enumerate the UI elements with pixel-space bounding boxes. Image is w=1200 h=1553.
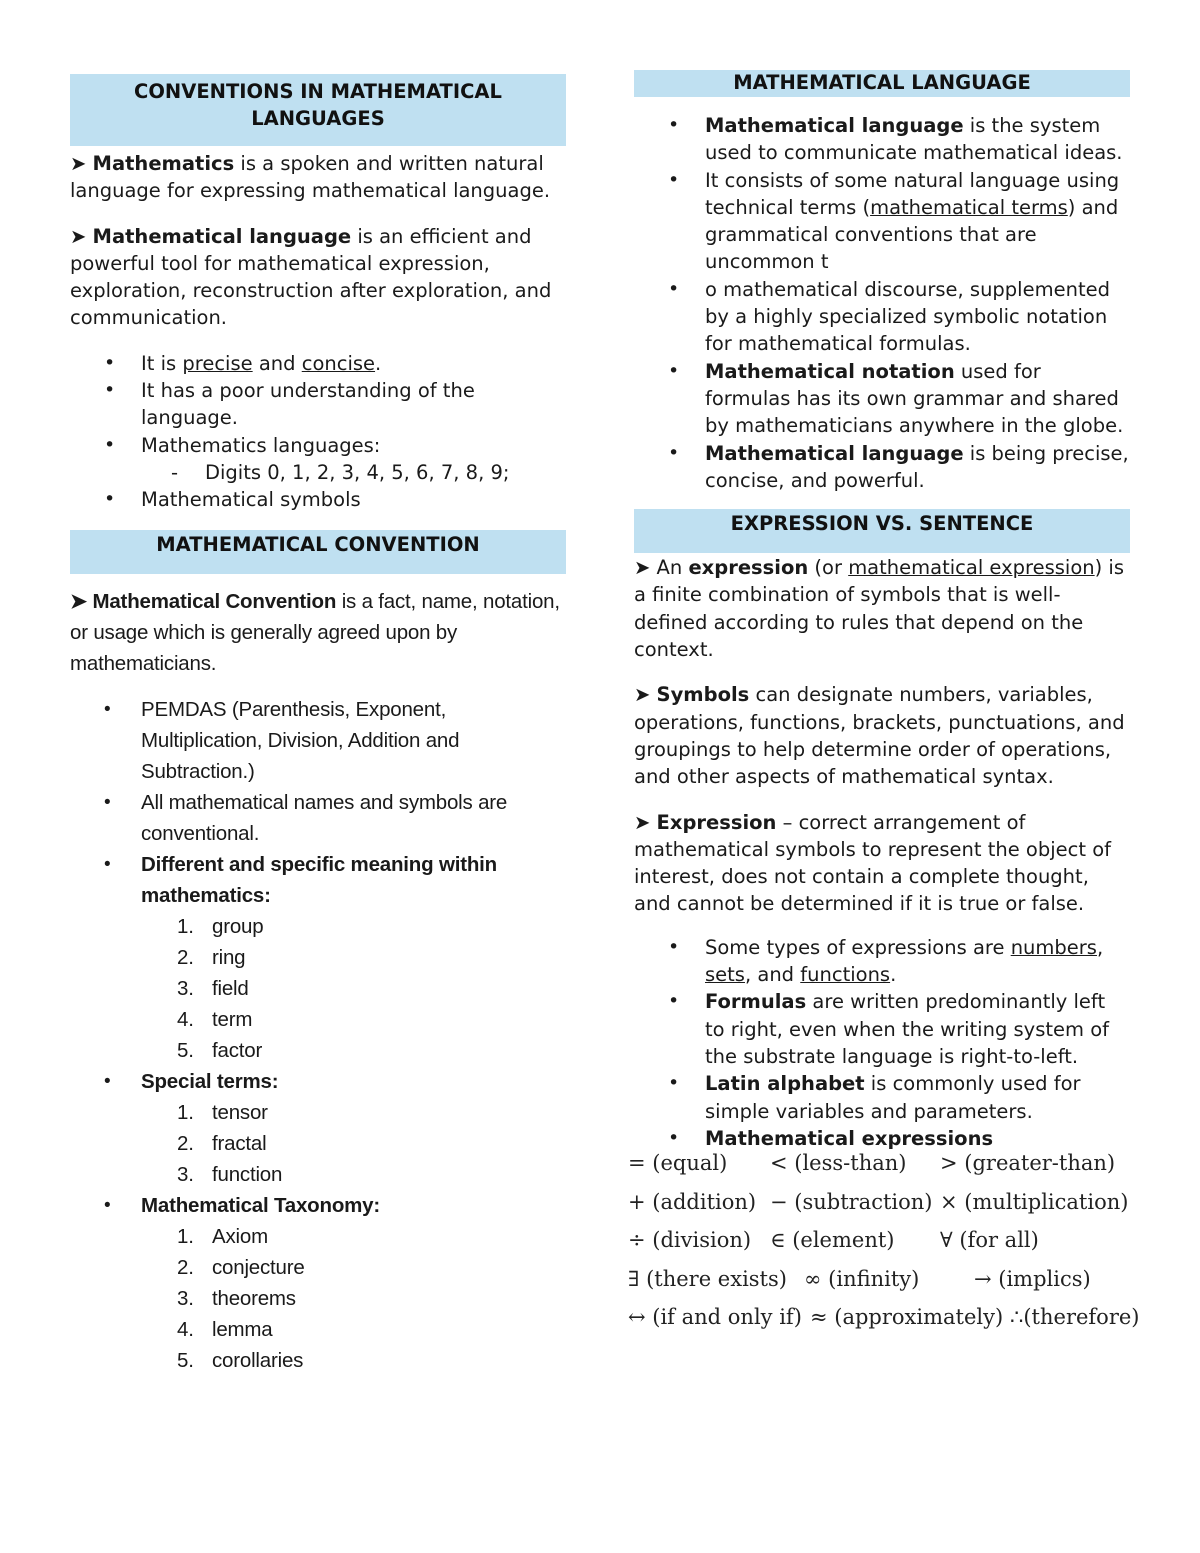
expression-bullets <box>634 934 1130 1152</box>
text: conjecture <box>212 1255 305 1279</box>
text: ) and grammatical conventions that are uncommon t <box>705 195 1119 274</box>
symbol-less-than: < (less-than) <box>770 1151 907 1175</box>
special-terms-list <box>70 1097 566 1190</box>
bold-text: Different and specific meaning within mathematics: <box>141 852 497 907</box>
text: function <box>212 1162 283 1186</box>
list-item <box>634 440 1130 495</box>
symbol-multiplication: × (multiplication) <box>940 1189 1129 1214</box>
symbol-there-exists: ∃ (there exists) <box>628 1266 787 1291</box>
text: , <box>1096 935 1104 959</box>
symbol-row <box>628 1267 1138 1306</box>
text: It is <box>141 351 183 375</box>
text: tensor <box>212 1100 268 1124</box>
arrow-icon: ➤ <box>634 556 651 580</box>
section-header-convention <box>70 530 566 574</box>
list-item <box>70 1128 566 1159</box>
taxonomy-list <box>70 1221 566 1376</box>
convention-content <box>70 586 566 1376</box>
term-mathematical-convention: Mathematical Convention <box>92 589 337 613</box>
number: 3. <box>177 1286 194 1310</box>
symbol-infinity: ∞ (infinity) <box>804 1266 920 1291</box>
list-item <box>634 1070 1130 1125</box>
list-item <box>70 1190 566 1221</box>
number: 4. <box>177 1317 194 1341</box>
text: is being precise, concise, and powerful. <box>705 441 1129 492</box>
bold-text: Mathematical Taxonomy: <box>141 1193 380 1217</box>
underlined-numbers: numbers <box>1010 935 1097 959</box>
text: Axiom <box>212 1224 268 1248</box>
taxonomy-bullet <box>70 1190 566 1221</box>
underlined-concise: concise <box>301 351 376 375</box>
symbol-equal: = (equal) <box>628 1151 728 1175</box>
symbol-division: ÷ (division) <box>628 1228 752 1252</box>
header-text: CONVENTIONS IN MATHEMATICAL LANGUAGES <box>134 80 502 130</box>
paragraph-expression-definition <box>634 554 1130 663</box>
number: 2. <box>177 945 194 969</box>
number: 3. <box>177 976 194 1000</box>
bold-text: Expression <box>656 810 777 834</box>
symbol-row <box>628 1151 1138 1190</box>
list-item <box>70 1252 566 1283</box>
list-item: • PEMDAS (Parenthesis, Exponent, Multiplication, Division, Addition and Subtraction.) <box>70 694 566 787</box>
list-item <box>70 1004 566 1035</box>
underlined-precise: precise <box>182 351 253 375</box>
text: is the system used to communicate mathematical ideas. <box>705 114 1123 165</box>
symbol-row <box>628 1190 1138 1229</box>
text: can designate numbers, variables, operations, functions, brackets, punctuations, and groupings to help determine order of operations, and other aspects of mathematical syntax. <box>634 683 1125 789</box>
list-item <box>70 1345 566 1376</box>
paragraph-mathematics <box>70 150 566 205</box>
text: fractal <box>212 1131 267 1155</box>
symbol-therefore: ∴(therefore) <box>1010 1305 1140 1329</box>
underlined-sets: sets <box>705 963 745 987</box>
dash-marker: - <box>171 460 179 484</box>
text: field <box>212 976 249 1000</box>
number: 2. <box>177 1255 194 1279</box>
list-item <box>70 350 566 377</box>
language-bullets <box>634 112 1130 494</box>
list-item <box>70 1035 566 1066</box>
paragraph-expression <box>634 809 1130 918</box>
text: An <box>650 556 689 580</box>
paragraph-text: is a fact, name, notation, or usage which is generally agreed upon by mathematicians. <box>70 589 560 675</box>
section-header-mathematical-language <box>634 70 1130 97</box>
text: term <box>212 1007 253 1031</box>
symbol-addition: + (addition) <box>628 1189 757 1214</box>
list-item: • Mathematical symbols <box>70 486 566 513</box>
section-header-expression <box>634 509 1130 553</box>
text: theorems <box>212 1286 296 1310</box>
text: group <box>212 914 264 938</box>
list-item: • It has a poor understanding of the language. <box>70 377 566 432</box>
left-column <box>70 74 566 1376</box>
text: , and <box>744 963 801 987</box>
list-item <box>70 1159 566 1190</box>
term-mathematical-language: Mathematical language <box>92 224 352 248</box>
list-item: • o mathematical discourse, supplemented by a highly specialized symbolic notation for mathematical formulas. <box>634 276 1130 358</box>
bold-text: Special terms: <box>141 1069 279 1093</box>
section-header-conventions <box>70 74 566 146</box>
paragraph-text: is an efficient and powerful tool for mathematical expression, exploration, reconstruction after exploration, and communication. <box>70 224 552 330</box>
paragraph-mathematical-language <box>70 223 566 332</box>
number: 3. <box>177 1162 194 1186</box>
bold-text: Latin alphabet <box>705 1072 865 1096</box>
text: factor <box>212 1038 263 1062</box>
term-mathematics: Mathematics <box>92 152 235 175</box>
list-item <box>70 911 566 942</box>
text: – correct arrangement of mathematical symbols to represent the object of interest, does not contain a complete thought, and cannot be determined if it is true or false. <box>634 810 1111 916</box>
convention-bullets <box>70 694 566 911</box>
list-item <box>70 973 566 1004</box>
symbol-approximately: ≈ (approximately) <box>810 1305 1004 1329</box>
text: Some types of expressions are <box>705 935 1011 959</box>
symbol-row <box>628 1305 1138 1344</box>
text: is commonly used for simple variables and parameters. <box>705 1072 1081 1123</box>
number: 5. <box>177 1348 194 1372</box>
list-item <box>70 1066 566 1097</box>
text: . <box>890 963 897 987</box>
language-bullets-2 <box>70 486 566 513</box>
header-text: MATHEMATICAL LANGUAGE <box>733 71 1031 94</box>
list-item <box>70 1314 566 1345</box>
paragraph-convention <box>70 586 566 679</box>
symbol-element: ∈ (element) <box>770 1228 895 1252</box>
header-text: EXPRESSION VS. SENTENCE <box>730 512 1034 536</box>
underlined-text: mathematical terms <box>870 195 1068 219</box>
dash-item-digits <box>70 459 566 486</box>
text: used for formulas has its own grammar and shared by mathematicians anywhere in the globe. <box>705 359 1124 438</box>
arrow-icon: ➤ <box>70 152 87 175</box>
number: 4. <box>177 1007 194 1031</box>
right-column <box>634 70 1130 1152</box>
bold-text: Symbols <box>656 683 750 707</box>
symbol-greater-than: > (greater-than) <box>940 1151 1116 1175</box>
arrow-icon: ➤ <box>70 224 87 248</box>
list-item <box>70 942 566 973</box>
bold-text: expression <box>688 556 809 580</box>
list-item <box>70 849 566 911</box>
list-item <box>70 1283 566 1314</box>
list-item <box>634 167 1130 276</box>
language-bullets <box>70 350 566 459</box>
text: ring <box>212 945 246 969</box>
bold-text: Mathematical notation <box>705 359 955 383</box>
text: . <box>375 351 382 375</box>
text: are written predominantly left to right, even when the writing system of the substrate language is right-to-left. <box>705 990 1110 1068</box>
text: corollaries <box>212 1348 304 1372</box>
arrow-icon: ➤ <box>634 683 651 707</box>
list-item <box>634 358 1130 440</box>
number: 5. <box>177 1038 194 1062</box>
number: 1. <box>177 1224 194 1248</box>
underlined-functions: functions <box>800 963 891 987</box>
arrow-icon: ➤ <box>70 589 87 613</box>
arrow-icon: ➤ <box>634 810 651 834</box>
bold-text: Formulas <box>705 990 807 1014</box>
bold-text: Mathematical language <box>705 114 964 137</box>
text: It consists of some natural language using technical terms ( <box>705 168 1120 219</box>
bold-text: Mathematical language <box>705 441 964 465</box>
header-text: MATHEMATICAL CONVENTION <box>156 532 480 556</box>
text: Digits 0, 1, 2, 3, 4, 5, 6, 7, 8, 9; <box>205 460 510 484</box>
special-terms-bullet <box>70 1066 566 1097</box>
list-item <box>70 1221 566 1252</box>
symbol-table <box>628 1151 1138 1344</box>
symbol-implies: → (implics) <box>974 1266 1091 1291</box>
bold-text: Mathematical expressions <box>705 1126 994 1150</box>
number: 1. <box>177 1100 194 1124</box>
symbol-if-and-only-if: ↔ (if and only if) <box>628 1305 802 1329</box>
symbol-for-all: ∀ (for all) <box>940 1228 1039 1252</box>
underlined-text: mathematical expression <box>848 556 1095 580</box>
list-item <box>634 934 1130 989</box>
meaning-list <box>70 911 566 1066</box>
text: (or <box>808 556 849 580</box>
list-item <box>70 1097 566 1128</box>
list-item <box>634 112 1130 167</box>
list-item <box>634 988 1130 1070</box>
text: and <box>252 351 302 375</box>
symbol-row <box>628 1228 1138 1267</box>
text: ) is a finite combination of symbols that is well-defined according to rules that depend on the context. <box>634 556 1125 662</box>
text: lemma <box>212 1317 273 1341</box>
list-item <box>634 1125 1130 1152</box>
list-item: • Mathematics languages: <box>70 432 566 459</box>
number: 1. <box>177 914 194 938</box>
list-item: • All mathematical names and symbols are conventional. <box>70 787 566 849</box>
paragraph-symbols <box>634 681 1130 790</box>
symbol-subtraction: − (subtraction) <box>770 1189 933 1214</box>
number: 2. <box>177 1131 194 1155</box>
paragraph-text: is a spoken and written natural language for expressing mathematical language. <box>70 152 551 203</box>
